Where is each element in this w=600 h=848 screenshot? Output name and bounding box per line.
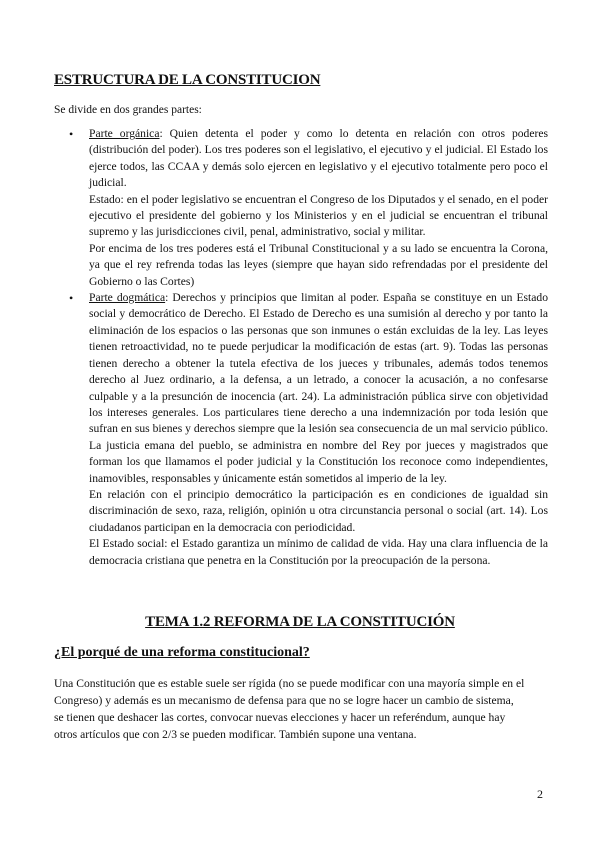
page-number: 2 [537, 787, 543, 801]
item-paragraph: El Estado social: el Estado garantiza un mínimo de calidad de vida. Hay una clara influencia de la democracia cristiana que penetra en la Constitución por la preocupación de la persona. [89, 537, 548, 567]
paragraph-line: Una Constitución que es estable suele ser rígida (no se puede modificar con una mayoría simple en el [54, 677, 525, 690]
section-heading: ESTRUCTURA DE LA CONSTITUCION [54, 72, 321, 88]
parts-list [69, 126, 549, 569]
item-term: Parte dogmática [89, 291, 166, 305]
item-paragraph: Estado: en el poder legislativo se encuentran el Congreso de los Diputados y el senado, en el poder ejecutivo el presidente del gobierno y los Ministerios y en el judicial se encuentran el tribunal supremo y las jurisdicciones civil, penal, administrativo, social y militar. [89, 192, 548, 239]
item-text: : Quien detenta el poder y como lo detenta en relación con otros poderes (distribución del poder). Los tres poderes son el legislativo, el ejecutivo y el judicial. El Estado los ejerce todos, las CCAA y demás solo ejercen en legislativo y el ejecutivo totalmente pero poco el judicial. [89, 127, 549, 190]
bullet-icon: • [69, 127, 74, 141]
section2-paragraph [54, 675, 534, 743]
paragraph-line: otros artículos que con 2/3 se pueden modificar. También supone una ventana. [54, 728, 417, 741]
item-paragraph [89, 126, 548, 192]
item-paragraph: En relación con el principio democrático la participación es en condiciones de igualdad sin discriminación de sexo, raza, religión, opinión u otra circunstancia personal o social (art. 14). Los ciudadanos participan en la democracia con periodicidad. [89, 487, 548, 534]
bullet-icon: • [69, 291, 74, 306]
paragraph-line: Congreso) y además es un mecanismo de defensa para que no se logre hacer un cambio de sistema, [54, 694, 514, 707]
paragraph-line: se tienen que deshacer las cortes, convocar nuevas elecciones y hacer un referéndum, aunque hay [54, 711, 506, 724]
item-paragraph: Por encima de los tres poderes está el Tribunal Constitucional y a su lado se encuentra la Corona, ya que el rey refrenda todas las leyes (siempre que hayan sido refrendadas por el presidente del Gobierno o las Cortes) [89, 241, 548, 288]
section2-subheading: ¿El porqué de una reforma constitucional? [54, 645, 310, 660]
list-item-dogmatica [69, 290, 548, 569]
intro-text: Se divide en dos grandes partes: [54, 104, 202, 116]
item-term: Parte orgánica [89, 127, 160, 140]
section2-title: TEMA 1.2 REFORMA DE LA CONSTITUCIÓN [145, 614, 455, 630]
list-item-organica [69, 126, 549, 290]
item-text: : Derechos y principios que limitan al poder. España se constituye en un Estado social y democrático de Derecho. El Estado de Derecho es una sumisión al derecho y por tanto la eliminación de los espacios o las personas que son inmunes o están excluidas de la ley. Las leyes tienen retroactividad, no te puede perjudicar la modificación de estas (art. 9). Todas las personas tienen derecho a obtener la tutela efectiva de los jueces y tribunales, además todos tenemos derecho al Juez ordinario, a la defensa, a un letrado, a conocer la acusación, a no confesarse culpable y a la presunción de inocencia (art. 24). La administración pública sirve con objetividad los intereses generales. Los particulares tiene derecho a una indemnización por toda lesión que sufran en sus bienes y derechos siempre que la lesión sea consecuencia de un mal servicio público. La justicia emana del pueblo, se administra en nombre del Rey por jueces y magistrados que forman los que llamamos el poder judicial y la Constitución los reconoce como independientes, inamovibles, responsables y únicamente están sometidos al imperio de la ley. [89, 291, 548, 485]
item-paragraph [89, 290, 548, 487]
